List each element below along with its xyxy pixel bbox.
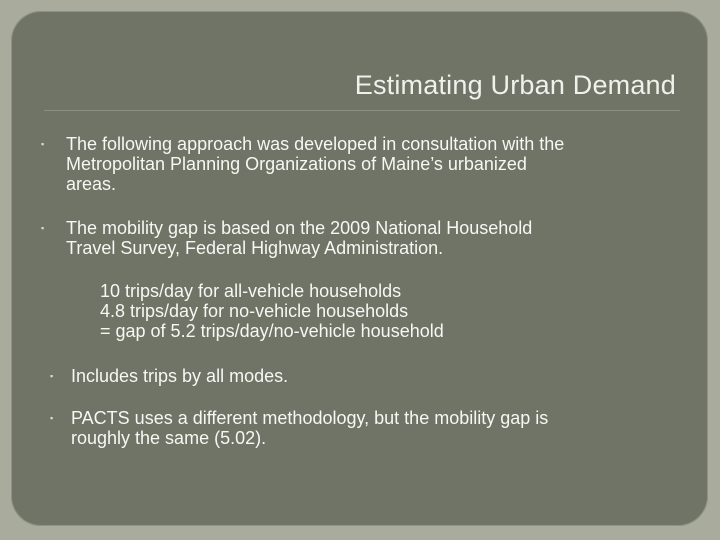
bullet-dot-icon: ▪: [41, 139, 45, 149]
bullet-dot-icon: ▪: [50, 371, 54, 381]
bullet-1-line-2: Metropolitan Planning Organizations of Maine’s urbanized: [66, 154, 527, 174]
bullet-text-4: [71, 408, 681, 448]
indented-line-2: 4.8 trips/day for no-vehicle households: [100, 301, 409, 321]
bullet-dot-icon: ▪: [41, 223, 45, 233]
indented-line-1: 10 trips/day for all-vehicle households: [100, 281, 402, 301]
bullet-text-3: [71, 366, 671, 386]
bullet-1-line-3: areas.: [66, 174, 117, 194]
bullet-1-line-1: The following approach was developed in consultation with the: [66, 134, 565, 154]
bullet-3-line-1: Includes trips by all modes.: [71, 366, 289, 386]
title-divider: [44, 110, 680, 111]
bullet-text-1: [66, 134, 686, 194]
bullet-2-line-1: The mobility gap is based on the 2009 National Household: [66, 218, 533, 238]
slide-title: Estimating Urban Demand: [354, 70, 676, 100]
bullet-4-line-1: PACTS uses a different methodology, but the mobility gap is: [71, 408, 549, 428]
indented-line-3: = gap of 5.2 trips/day/no-vehicle household: [100, 321, 444, 341]
bullet-text-2: [66, 218, 686, 258]
bullet-2-line-2: Travel Survey, Federal Highway Administration.: [66, 238, 444, 258]
bullet-dot-icon: ▪: [50, 413, 54, 423]
trip-rates-block: [100, 281, 660, 341]
bullet-4-line-2: roughly the same (5.02).: [71, 428, 267, 448]
